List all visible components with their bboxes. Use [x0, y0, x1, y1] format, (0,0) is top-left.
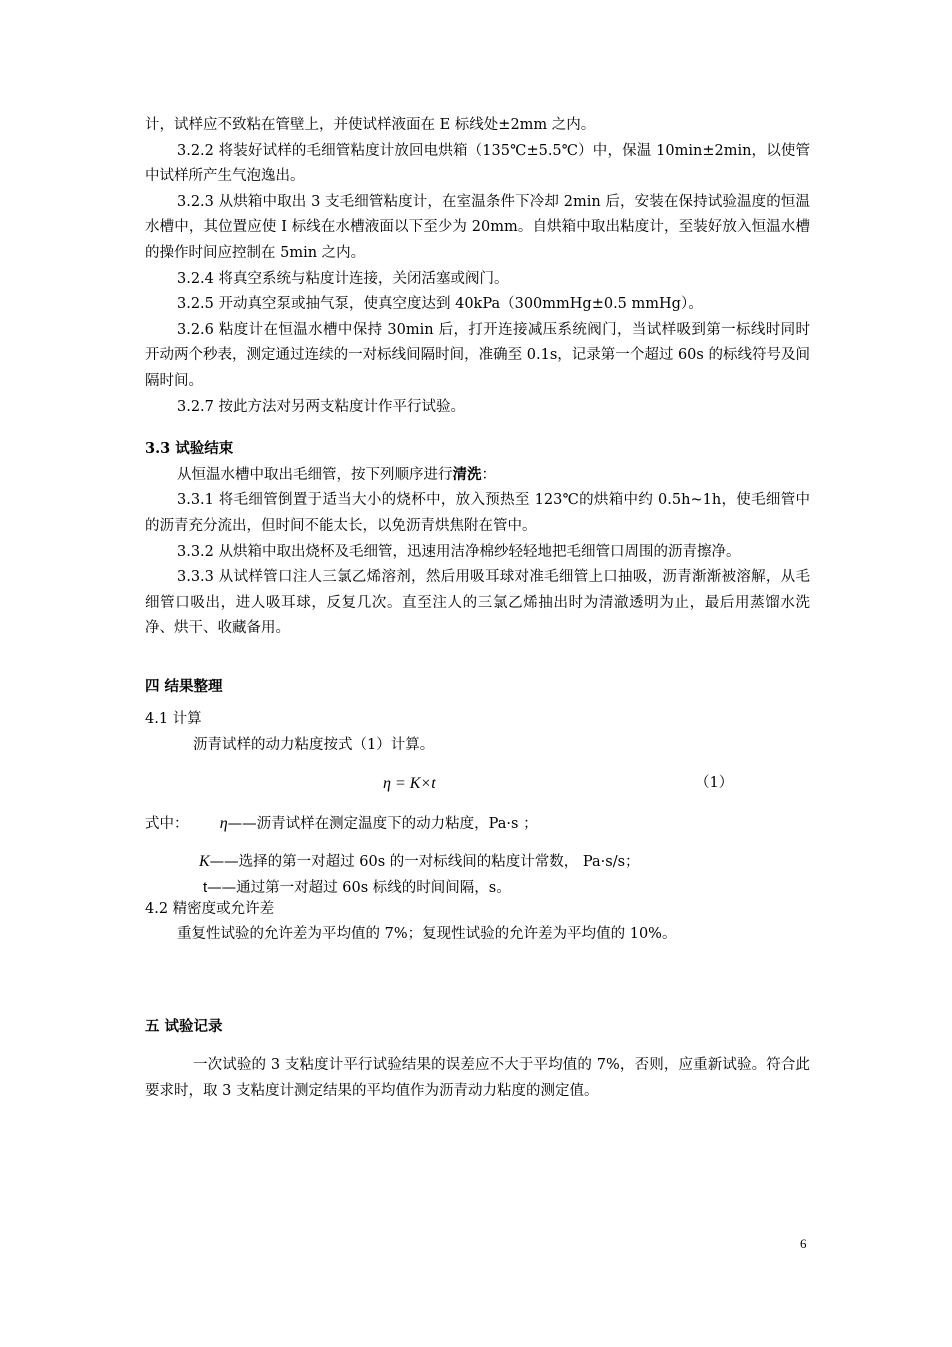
- paragraph-3-2-2: 3.2.2 将装好试样的毛细管粘度计放回电烘箱（135℃±5.5℃）中，保温 10min±2min，以使管中试样所产生气泡逸出。: [145, 142, 810, 185]
- section-5-heading: 五 试验记录: [145, 1017, 223, 1035]
- subsection-4-2: 4.2 精密度或允许差: [145, 900, 275, 917]
- section-5-text: 一次试验的 3 支粘度计平行试验结果的误差应不大于平均值的 7%，否则，应重新试验。符合此要求时，取 3 支粘度计测定结果的平均值作为沥青动力粘度的测定值。: [145, 1057, 810, 1100]
- formula-number: （1）: [695, 774, 734, 791]
- paragraph-3-2-3: 3.2.3 从烘箱中取出 3 支毛细管粘度计，在室温条件下冷却 2min 后，安装在保持试验温度的恒温水槽中，其位置应使 I 标线在水槽液面以下至少为 20mm。自烘箱中取出粘度计，至装好放入恒温水槽的操作时间应控制在 5min 之内。: [145, 193, 810, 261]
- paragraph-3-2-4: 3.2.4 将真空系统与粘度计连接，关闭活塞或阀门。: [177, 270, 509, 287]
- paragraph-continuation: 计，试样应不致粘在管壁上，并使试样液面在 E 标线处±2mm 之内。: [145, 117, 596, 133]
- section-4-heading: 四 结果整理: [145, 677, 223, 695]
- variable-desc: ——沥青试样在测定温度下的动力粘度，Pa·s ；: [227, 815, 538, 832]
- paragraph-3-3-1: 3.3.1 将毛细管倒置于适当大小的烧杯中，放入预热至 123℃的烘箱中约 0.5h~1h，使毛细管中的沥青充分流出，但时间不能太长，以免沥青烘焦附在管中。: [145, 492, 810, 534]
- section-3-3-intro: [145, 462, 810, 489]
- intro-suffix: ：: [481, 466, 496, 483]
- section-3-3-heading: 3.3 试验结束: [145, 440, 234, 458]
- paragraph-3-3-2: 3.3.2 从烘箱中取出烧杯及毛细管，迅速用洁净棉纱轻轻地把毛细管口周围的沥青擦净。: [177, 543, 741, 560]
- formula-row: [145, 763, 810, 805]
- paragraph-3-3-3: 3.3.3 从试样管口注人三氯乙烯溶剂，然后用吸耳球对准毛细管上口抽吸，沥青渐渐被溶解，从毛细管口吸出，进人吸耳球，反复几次。直至注人的三氯乙烯抽出时为清澈透明为止，最后用蒸馏水洗净、烘干、收藏备用。: [145, 569, 810, 637]
- variable-symbol: t: [203, 878, 208, 896]
- formula: η = K×t: [383, 774, 436, 792]
- paragraph-3-2-6: 3.2.6 粘度计在恒温水槽中保持 30min 后，打开连接减压系统阀门，当试样吸到第一标线时同时开动两个秒表，测定通过连续的一对标线间隔时间，准确至 0.1s，记录第一个超过 60s 的标线符号及间隔时间。: [145, 321, 810, 389]
- precision-text: 重复性试验的允许差为平均值的 7%；复现性试验的允许差为平均值的 10%。: [177, 926, 677, 943]
- variable-desc: ——选择的第一对超过 60s 的一对标线间的粘度计常数， Pa·s/s；: [209, 853, 640, 870]
- variable-symbol: K: [199, 852, 210, 870]
- intro-prefix: 从恒温水槽中取出毛细管，按下列顺序进行: [177, 466, 453, 483]
- paragraph-3-2-7: 3.2.7 按此方法对另两支粘度计作平行试验。: [177, 398, 466, 415]
- variable-desc: ——通过第一对超过 60s 标线的时间间隔，s。: [207, 879, 511, 896]
- variable-symbol: η: [219, 814, 228, 832]
- page-content: [145, 113, 810, 1105]
- page-number: 6: [800, 1236, 807, 1251]
- variable-eta: [145, 811, 810, 837]
- intro-bold: 清洗: [452, 465, 482, 483]
- paragraph-3-2-5: 3.2.5 开动真空泵或抽气泵，使真空度达到 40kPa（300mmHg±0.5 mmHg）。: [177, 296, 703, 313]
- where-label: 式中：: [145, 815, 189, 832]
- calc-text: 沥青试样的动力粘度按式（1）计算。: [193, 737, 435, 754]
- subsection-4-1: 4.1 计算: [145, 711, 202, 728]
- variable-t: [145, 875, 810, 897]
- variable-k: [145, 849, 810, 875]
